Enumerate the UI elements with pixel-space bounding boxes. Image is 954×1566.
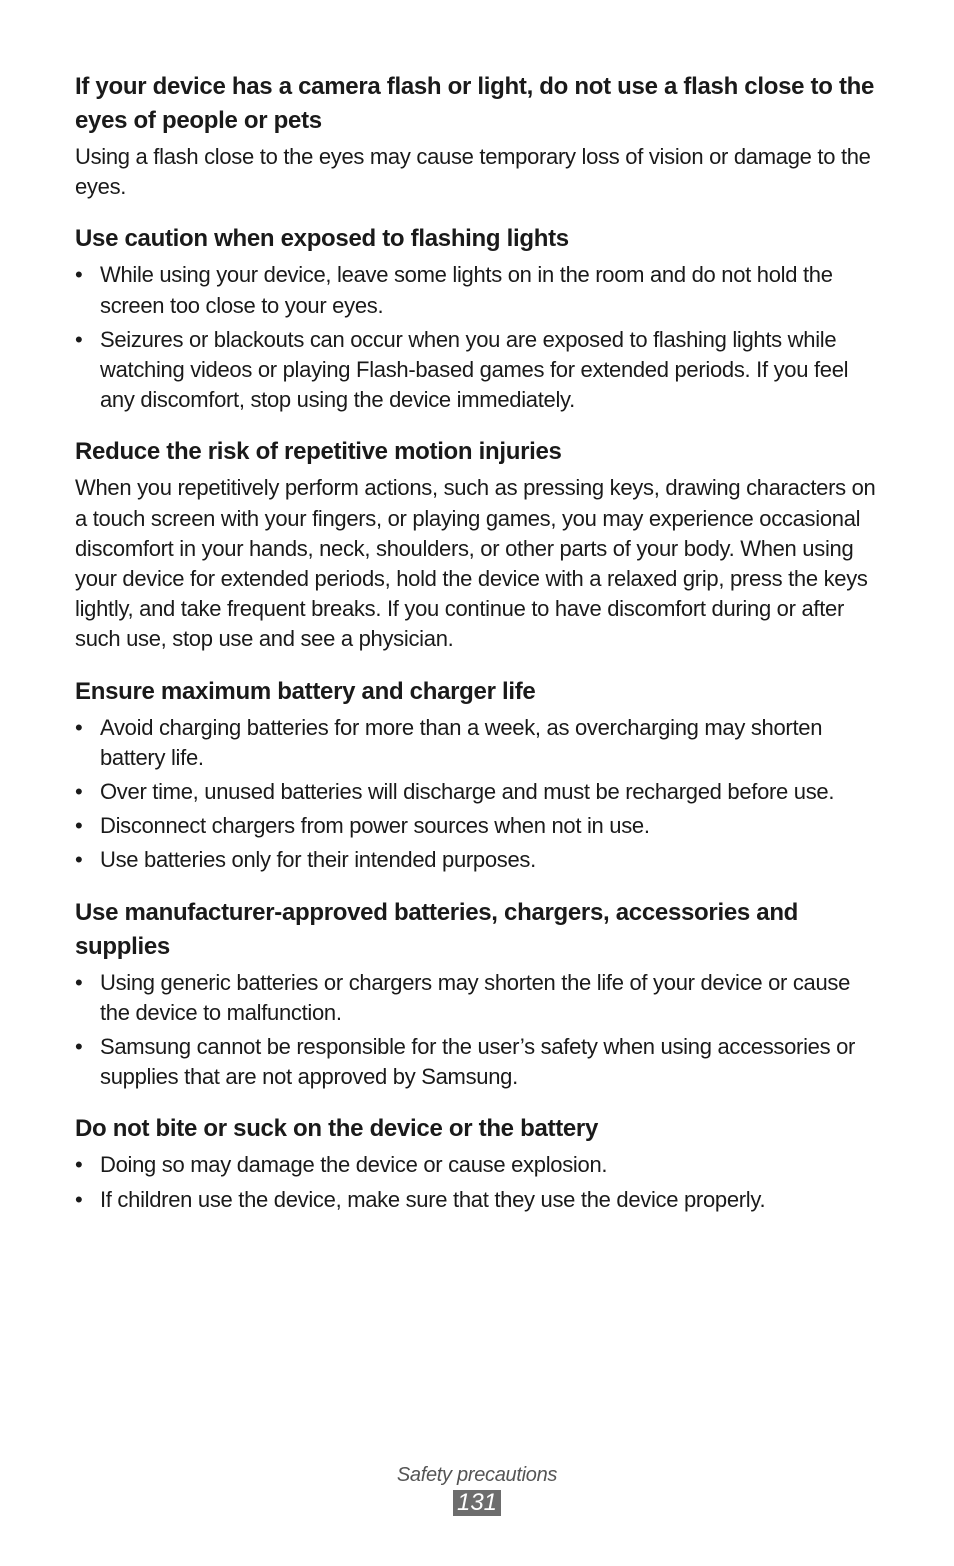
list-item-text: Disconnect chargers from power sources when not in use. xyxy=(100,813,650,839)
list-item xyxy=(75,811,880,841)
list-item xyxy=(75,1185,880,1215)
bullet-icon: • xyxy=(75,969,83,995)
bullet-icon: • xyxy=(75,262,83,288)
list-item xyxy=(75,1150,880,1180)
section-approved-accessories xyxy=(75,896,880,1093)
bullet-icon: • xyxy=(75,326,83,352)
section-battery-life xyxy=(75,675,880,876)
bullet-icon: • xyxy=(75,1152,83,1178)
page-number: 131 xyxy=(453,1490,501,1516)
list-item xyxy=(75,1032,880,1092)
bullet-icon: • xyxy=(75,1186,83,1212)
page-footer xyxy=(0,1462,954,1516)
list-item xyxy=(75,325,880,416)
bullet-icon: • xyxy=(75,779,83,805)
document-body xyxy=(75,70,880,1235)
section-camera-flash xyxy=(75,70,880,202)
list-item-text: While using your device, leave some lights on in the room and do not hold the screen too close to your eyes. xyxy=(100,262,833,318)
list-item-text: Samsung cannot be responsible for the user’s safety when using accessories or supplies that are not approved by Samsung. xyxy=(100,1034,856,1090)
list-item-text: If children use the device, make sure that they use the device properly. xyxy=(100,1186,766,1212)
list-item-text: Seizures or blackouts can occur when you are exposed to flashing lights while watching videos or playing Flash-based games for extended periods. If you feel any discomfort, stop using the device immediately. xyxy=(100,326,849,413)
section-heading: Do not bite or suck on the device or the battery xyxy=(75,1115,599,1143)
list-item xyxy=(75,713,880,773)
section-heading: Reduce the risk of repetitive motion injuries xyxy=(75,438,562,466)
bullet-list xyxy=(75,1150,880,1214)
section-heading: If your device has a camera flash or light, do not use a flash close to the eyes of people or pets xyxy=(75,73,875,134)
footer-title: Safety precautions xyxy=(396,1464,558,1486)
bullet-list xyxy=(75,713,880,876)
section-heading: Use caution when exposed to flashing lights xyxy=(75,225,569,253)
bullet-icon: • xyxy=(75,1034,83,1060)
list-item-text: Use batteries only for their intended purposes. xyxy=(100,847,536,873)
section-bite-suck xyxy=(75,1112,880,1214)
section-heading: Use manufacturer-approved batteries, chargers, accessories and supplies xyxy=(75,898,799,960)
list-item xyxy=(75,777,880,807)
list-item xyxy=(75,260,880,320)
bullet-icon: • xyxy=(75,847,83,873)
bullet-list xyxy=(75,968,880,1093)
bullet-icon: • xyxy=(75,714,83,740)
section-flashing-lights xyxy=(75,222,880,415)
list-item xyxy=(75,845,880,875)
bullet-icon: • xyxy=(75,813,83,839)
list-item-text: Using generic batteries or chargers may shorten the life of your device or cause the device to malfunction. xyxy=(100,969,851,1025)
section-heading: Ensure maximum battery and charger life xyxy=(75,677,536,705)
list-item-text: Doing so may damage the device or cause explosion. xyxy=(100,1152,608,1178)
list-item xyxy=(75,968,880,1028)
section-repetitive-motion xyxy=(75,435,880,654)
list-item-text: Over time, unused batteries will discharge and must be recharged before use. xyxy=(100,779,835,805)
section-paragraph: Using a flash close to the eyes may cause temporary loss of vision or damage to the eyes. xyxy=(75,144,871,200)
list-item-text: Avoid charging batteries for more than a week, as overcharging may shorten battery life. xyxy=(100,714,823,770)
section-paragraph: When you repetitively perform actions, such as pressing keys, drawing characters on a touch screen with your fingers, or playing games, you may experience occasional discomfort in your hands, neck, shoulders, or other parts of your body. When using your device for extended periods, hold the device with a relaxed grip, press the keys lightly, and take frequent breaks. If you continue to have discomfort during or after such use, stop use and see a physician. xyxy=(75,475,876,652)
bullet-list xyxy=(75,260,880,415)
